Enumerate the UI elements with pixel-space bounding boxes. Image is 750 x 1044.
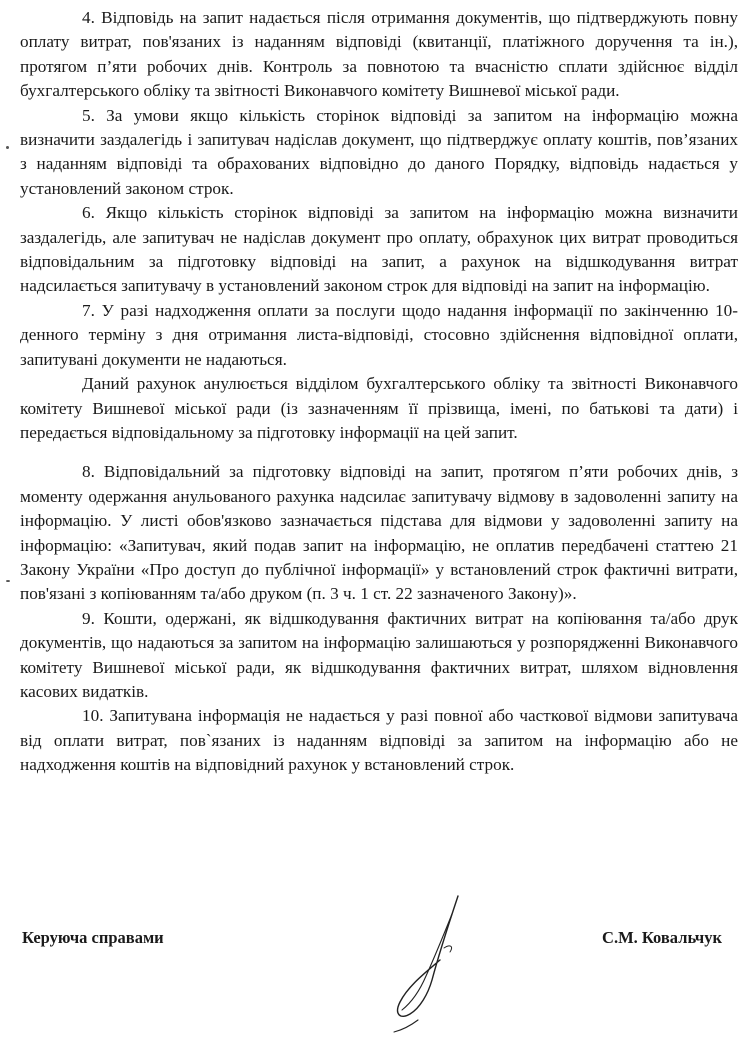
paragraph-5: 5. За умови якщо кількість сторінок відповіді за запитом на інформацію можна визначити заздалегідь і запитувач надіслав документ, що підтверджує оплату коштів, пов’язаних з наданням відповіді та обрахованих відповідно до даного Порядку, відповідь надається у установлений законом строк. bbox=[20, 105, 738, 198]
paragraph-10: 10. Запитувана інформація не надається у разі повної або часткової відмови запитувача від оплати витрат, пов`язаних із наданням відповіді за запитом на інформацію або не надходження коштів на відповідний рахунок у встановлений строк. bbox=[20, 706, 738, 775]
paragraph-7: 7. У разі надходження оплати за послуги щодо надання інформації по закінченню 10-денного терміну з дня отримання листа-відповіді, стосовно здійснення відповідної оплати, запитувані документи не надаються. bbox=[20, 300, 738, 369]
paragraph-7-continued: Даний рахунок анулюється відділом бухгалтерського обліку та звітності Виконавчого комітету Вишневої міської ради (із зазначенням її прізвища, імені, по батькові та дати) і передається відповідальному за підготовку інформації на цей запит. bbox=[20, 374, 738, 442]
handwritten-signature-icon bbox=[340, 890, 490, 1040]
paragraph-8: 8. Відповідальний за підготовку відповіді на запит, протягом п’яти робочих днів, з моменту одержання анульованого рахунка надсилає запитувачу відмову в задоволенні запиту на інформацію. У листі обов'язково зазначається підстава для відмови у задоволенні запиту на інформацію: «Запитувач, який подав запит на інформацію, не оплатив передбачені статтею 21 Закону України «Про доступ до публічної інформації» у встановлений строк фактичні витрати, пов'язані з копіюванням та/або друком (п. 3 ч. 1 ст. 22 зазначеного Закону)». bbox=[20, 462, 738, 604]
document-body bbox=[20, 6, 738, 778]
paragraph-4: 4. Відповідь на запит надається після отримання документів, що підтверджують повну оплату витрат, пов'язаних із наданням відповіді (квитанції, платіжного доручення та ін.), протягом п’яти робочих днів. Контроль за повнотою та вчасністю сплати здійснює відділ бухгалтерського обліку та звітності Виконавчого комітету Вишневої міської ради. bbox=[20, 8, 738, 101]
scan-speck bbox=[6, 146, 9, 149]
paragraph-6: 6. Якщо кількість сторінок відповіді за запитом на інформацію можна визначити заздалегідь, але запитувач не надіслав документ про оплату, обрахунок цих витрат проводиться відповідальним за підготовку відповіді на запит, а рахунок на відшкодування витрат надсилається запитувачу в установлений законом строк для відповіді на запит на інформацію. bbox=[20, 203, 738, 296]
scan-speck bbox=[6, 580, 10, 582]
paragraph-9: 9. Кошти, одержані, як відшкодування фактичних витрат на копіювання та/або друк документів, що надаються за запитом на інформацію залишаються у розпорядженні Виконавчого комітету Вишневої міської ради, як відшкодування фактичних витрат, шляхом відновлення касових видатків. bbox=[20, 608, 738, 701]
signatory-name: С.М. Ковальчук bbox=[602, 928, 722, 947]
signature-block bbox=[22, 928, 722, 1038]
signatory-title: Керуюча справами bbox=[22, 928, 164, 947]
